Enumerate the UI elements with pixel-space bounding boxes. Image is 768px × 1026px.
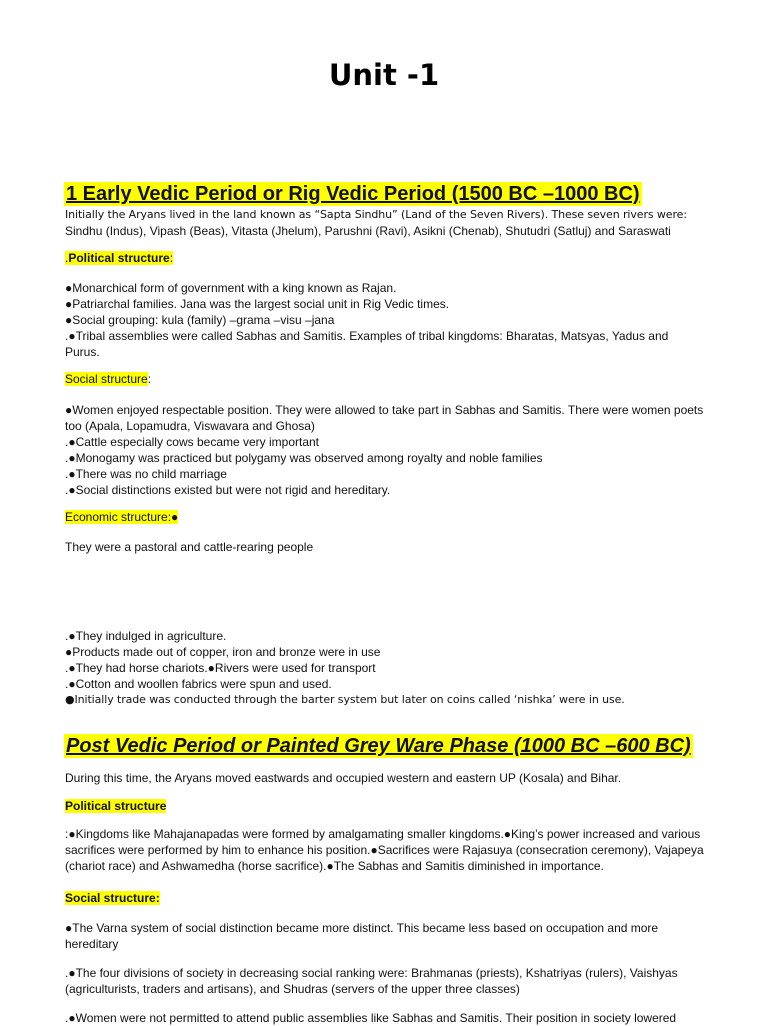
economic-structure-list [65, 628, 725, 708]
political-structure-label-2: Political structure [65, 799, 167, 813]
paragraph-line: .●Women were not permitted to attend public assemblies like Sabhas and Samitis. Their position in society lowered [65, 1011, 677, 1025]
social-structure-paragraph-2 [65, 965, 725, 997]
list-item: .●Tribal assemblies were called Sabhas and Samitis. Examples of tribal kingdoms: Bharatas, Matsyas, Yadus and [65, 329, 669, 343]
list-item: ●Women enjoyed respectable position. They were allowed to take part in Sabhas and Samitis. There were women poets [65, 403, 704, 417]
list-item: .●Cattle especially cows became very important [65, 435, 320, 449]
list-item: .●Monogamy was practiced but polygamy was observed among royalty and noble families [65, 451, 543, 465]
political-structure-label [65, 250, 725, 266]
social-structure-list [65, 402, 725, 498]
paragraph-line: hereditary [65, 937, 119, 951]
list-item: ●Initially trade was conducted through the barter system but later on coins called ‘nishka’ were in use. [65, 693, 625, 706]
paragraph-line: sacrifices were performed by him to enhance his position.●Sacrifices were Rajasuya (consecration ceremony), Vajapeya [65, 843, 704, 857]
section-heading-post-vedic: Post Vedic Period or Painted Grey Ware Phase (1000 BC –600 BC) [66, 735, 691, 757]
intro-paragraph [65, 207, 725, 239]
paragraph-line: :●Kingdoms like Mahajanapadas were formed by amalgamating smaller kingdoms.●King’s power increased and various [65, 827, 701, 841]
list-item: ●Products made out of copper, iron and bronze were in use [65, 645, 381, 659]
political-label-highlight: .Political structure: [65, 251, 174, 265]
section-heading-early-vedic: 1 Early Vedic Period or Rig Vedic Period (1500 BC –1000 BC) [66, 183, 640, 205]
list-item: .●Cotton and woollen fabrics were spun and used. [65, 677, 332, 691]
list-item: .●There was no child marriage [65, 467, 227, 481]
paragraph-line: (agriculturists, traders and artisans), and Shudras (servers of the upper three classes) [65, 982, 520, 996]
list-item: ●Patriarchal families. Jana was the largest social unit in Rig Vedic times. [65, 297, 450, 311]
paragraph-line: (chariot race) and Ashwamedha (horse sacrifice).●The Sabhas and Samitis diminished in importance. [65, 859, 604, 873]
post-vedic-intro: During this time, the Aryans moved eastwards and occupied western and eastern UP (Kosala) and Bihar. [65, 771, 622, 785]
list-item: too (Apala, Lopamudra, Viswavara and Ghosa) [65, 419, 315, 433]
paragraph-line: ●The Varna system of social distinction became more distinct. This became less based on occupation and more [65, 921, 659, 935]
social-structure-paragraph-1 [65, 920, 725, 952]
list-item: .●They had horse chariots.●Rivers were used for transport [65, 661, 376, 675]
list-item: .●They indulged in agriculture. [65, 629, 227, 643]
political-structure-text-2 [65, 826, 725, 874]
political-structure-list [65, 280, 725, 360]
page-title: Unit -1 [328, 58, 440, 92]
list-item: ●Monarchical form of government with a king known as Rajan. [65, 281, 397, 295]
intro-line: Sindhu (Indus), Vipash (Beas), Vitasta (Jhelum), Parushni (Ravi), Asikni (Chenab), Shutudri (Satluj) and Saraswati [65, 224, 671, 238]
social-structure-label-2: Social structure: [65, 891, 160, 905]
economic-structure-label: Economic structure:● [65, 510, 179, 524]
list-item: .●Social distinctions existed but were not rigid and hereditary. [65, 483, 391, 497]
economic-intro: They were a pastoral and cattle-rearing people [65, 540, 314, 554]
list-item: ●Social grouping: kula (family) –grama –visu –jana [65, 313, 335, 327]
paragraph-line: .●The four divisions of society in decreasing social ranking were: Brahmanas (priests), Kshatriyas (rulers), Vaishyas [65, 966, 678, 980]
list-item: Purus. [65, 345, 100, 359]
intro-line: Initially the Aryans lived in the land known as “Sapta Sindhu” (Land of the Seven Rivers). These seven rivers were: [65, 208, 687, 221]
social-structure-label: Social structure: [65, 372, 152, 386]
